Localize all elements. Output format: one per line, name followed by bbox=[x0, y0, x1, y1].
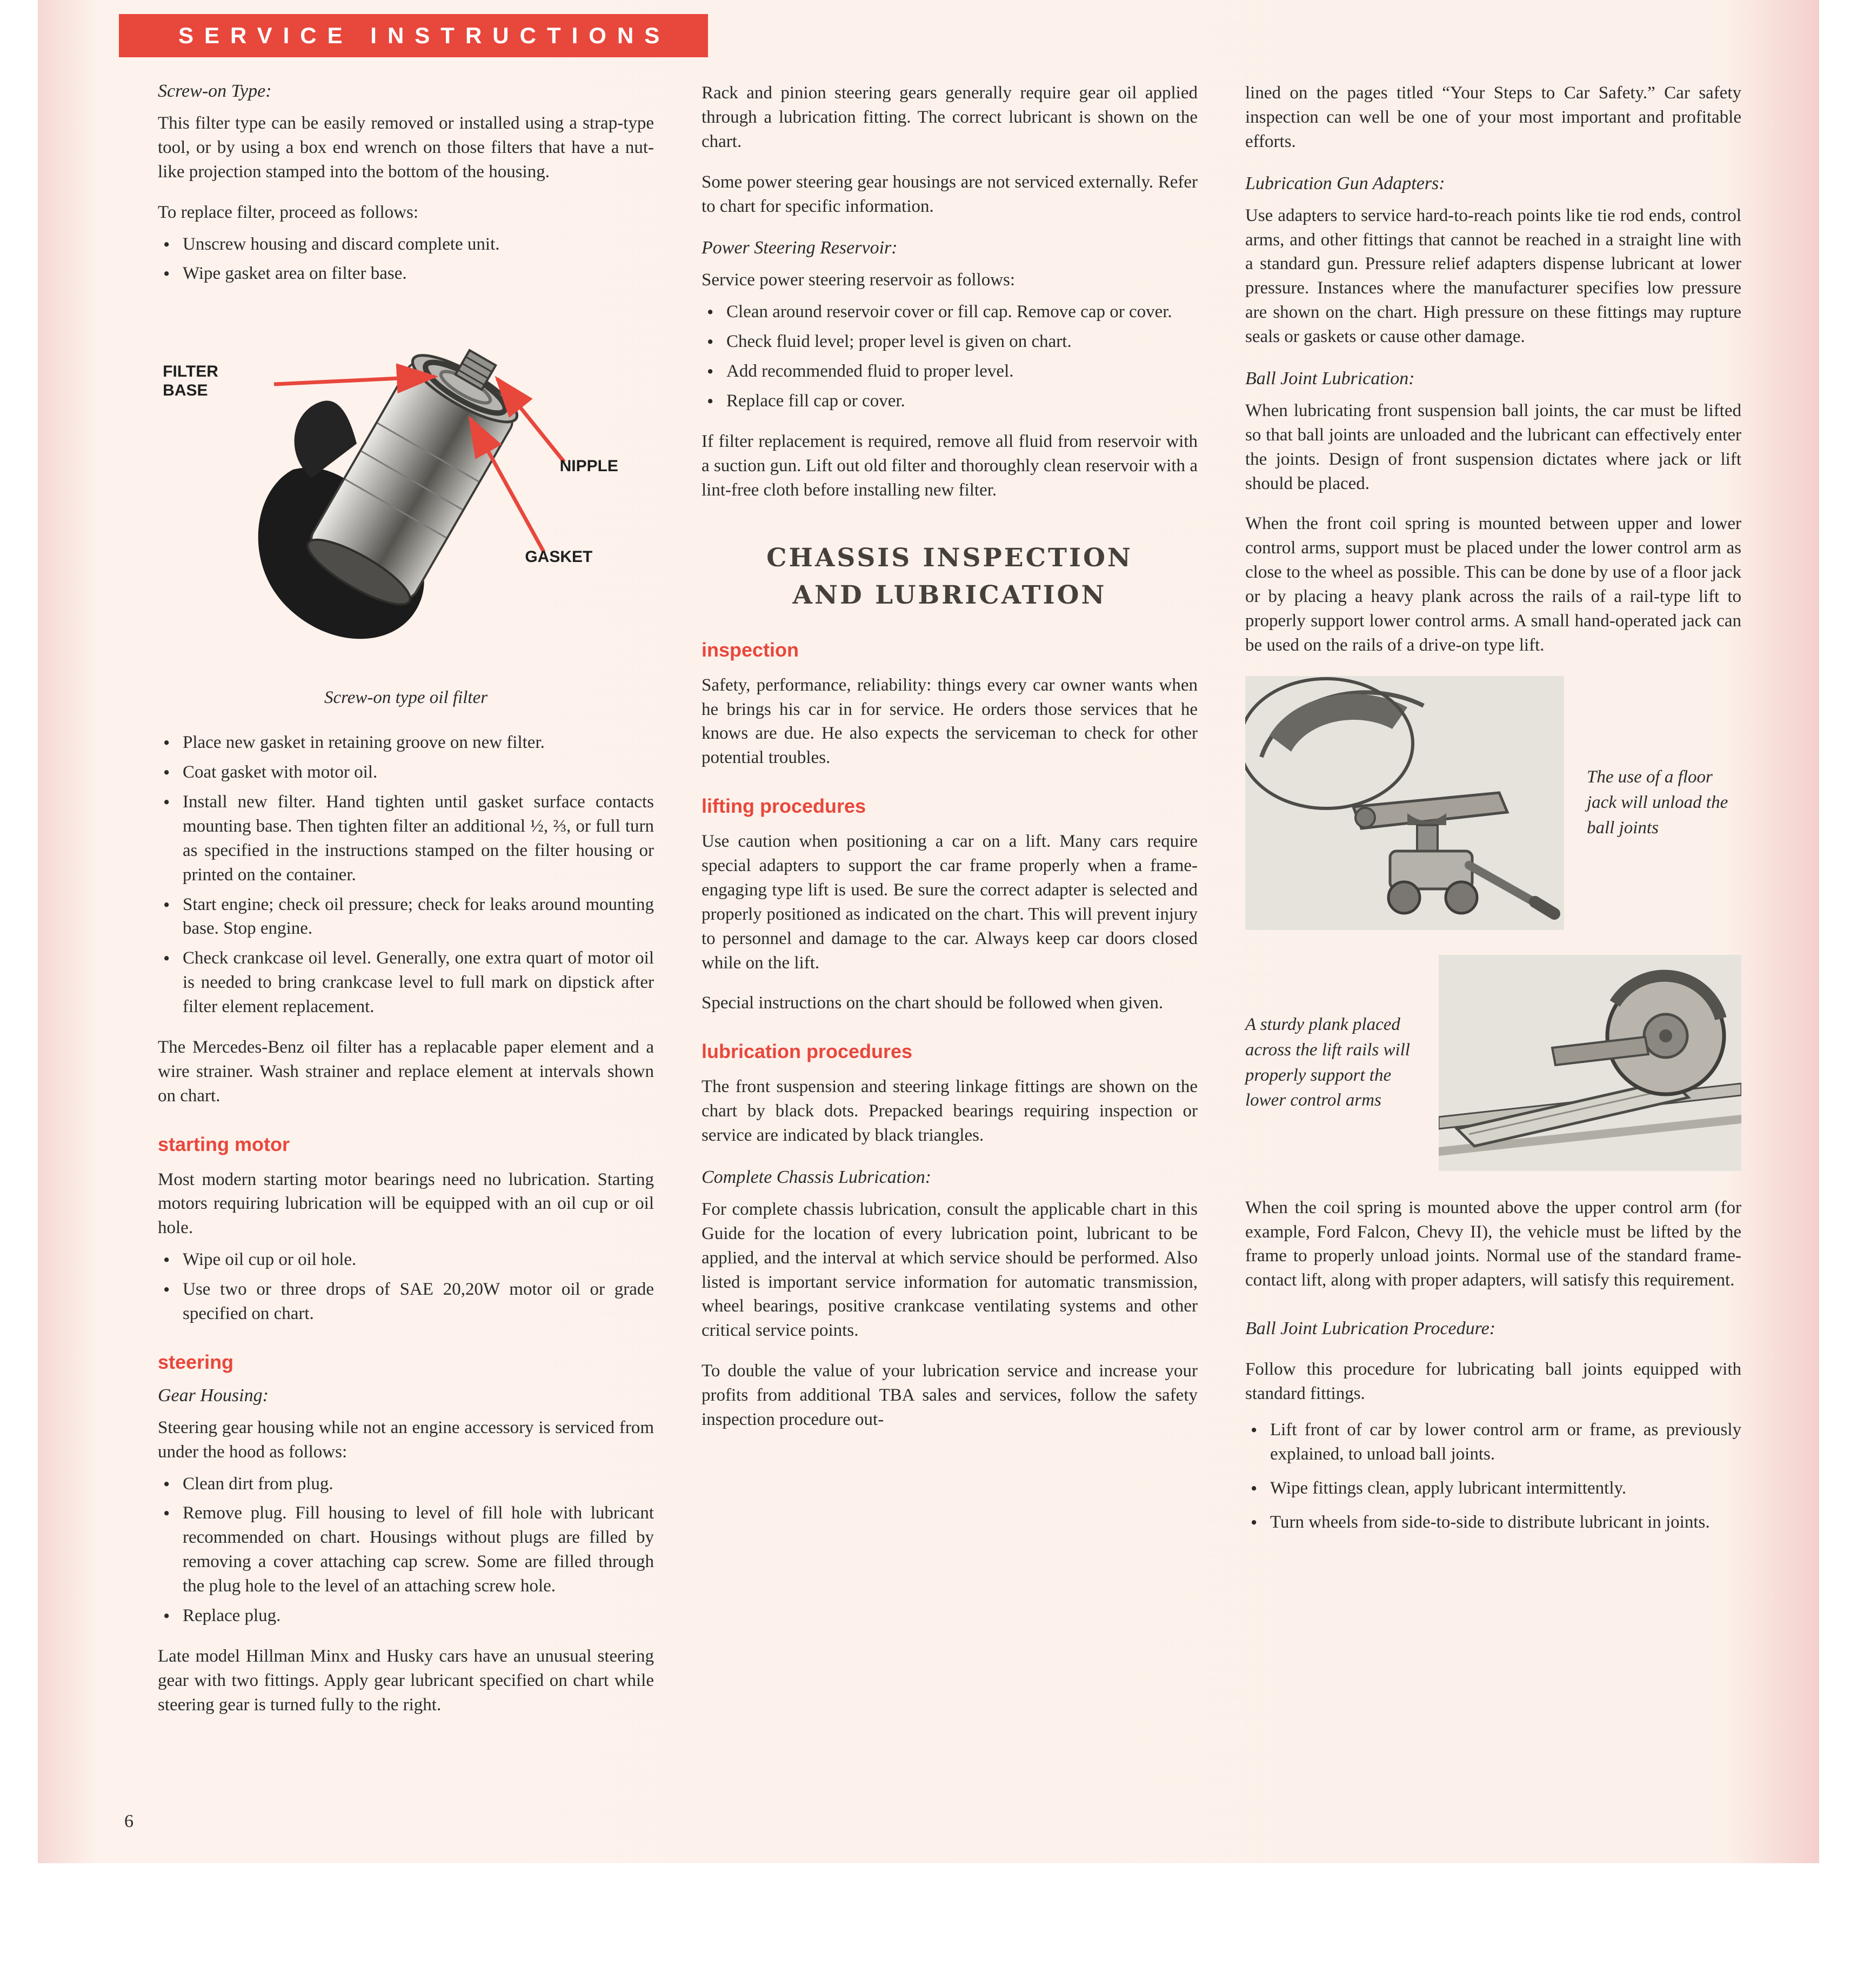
heading-starting-motor: starting motor bbox=[158, 1133, 290, 1155]
bullet-list bbox=[1245, 1418, 1741, 1535]
list-item: • Check crankcase oil level. Generally, one extra quart of motor oil is needed to bring crankcase level to full mark on dipstick after filter element replacement. bbox=[158, 946, 654, 1019]
paragraph: When the coil spring is mounted above the upper control arm (for example, Ford Falcon, Chevy II), the vehicle must be lifted by the frame to properly unload joints. Normal use of the standard frame-contact lift, along with proper adapters, will satisfy this requirement. bbox=[1245, 1197, 1741, 1290]
heading-ball-joint-procedure: Ball Joint Lubrication Procedure: bbox=[1245, 1318, 1496, 1339]
heading-inspection: inspection bbox=[702, 638, 799, 661]
filter-base-label: FILTER BASE bbox=[163, 363, 218, 399]
paragraph: Late model Hillman Minx and Husky cars have an unusual steering gear with two fittings. Apply gear lubricant specified on chart while steering gear is turned fully to the right. bbox=[158, 1646, 654, 1715]
heading-lifting-procedures: lifting procedures bbox=[702, 795, 866, 818]
heading-line: CHASSIS INSPECTION bbox=[766, 543, 1133, 573]
list-item: • Unscrew housing and discard complete unit. bbox=[158, 232, 654, 257]
list-item: • Install new filter. Hand tighten until gasket surface contacts mounting base. Then tighten filter an additional ½, ⅔, or full turn as specified in the instructions stamped on the filter housing or printed on the container. bbox=[158, 790, 654, 887]
paragraph: When the front coil spring is mounted between upper and lower control arms, support must be placed under the lower control arm as close to the wheel as possible. This can be done by use of a floor jack or by placing a heavy plank across the rails of a rail-type lift to properly support lower control arms. A small hand-operated jack can be used on the rails of a drive-on type lift. bbox=[1245, 514, 1741, 655]
list-item: • Turn wheels from side-to-side to distribute lubricant in joints. bbox=[1245, 1510, 1741, 1535]
floor-jack-caption: The use of a floor jack will unload the ball joints bbox=[1587, 767, 1728, 838]
paragraph: If filter replacement is required, remove all fluid from reservoir with a suction gun. Lift out old filter and thoroughly clean reservoir with a lint-free cloth before installing new filter. bbox=[702, 431, 1198, 500]
list-item: • Start engine; check oil pressure; check for leaks around mounting base. Stop engine. bbox=[158, 893, 654, 941]
plank-figure bbox=[1245, 955, 1741, 1171]
paragraph: When lubricating front suspension ball joints, the car must be lifted so that ball joints are unloaded and the lubricant can effectively enter the joints. Design of front suspension dictates where jack or lift should be placed. bbox=[1245, 400, 1741, 493]
heading-screw-on-type: Screw-on Type: bbox=[158, 81, 272, 101]
list-item: • Remove plug. Fill housing to level of fill hole with lubricant recommended on chart. Housings without plugs are filled by removing a cover attaching cap screw. Some are filled through the plug hole to the level of an attaching screw hole. bbox=[158, 1501, 654, 1598]
heading-power-steering-reservoir: Power Steering Reservoir: bbox=[702, 238, 898, 258]
section-banner bbox=[119, 14, 708, 57]
list-item: • Clean around reservoir cover or fill cap. Remove cap or cover. bbox=[702, 300, 1198, 324]
plank-caption: A sturdy plank placed across the lift rails will properly support the lower control arms bbox=[1245, 1014, 1410, 1110]
scanned-page bbox=[38, 0, 1819, 1863]
list-item: • Replace fill cap or cover. bbox=[702, 389, 1198, 413]
list-item: • Clean dirt from plug. bbox=[158, 1472, 654, 1496]
heading-line: AND LUBRICATION bbox=[792, 580, 1107, 610]
paragraph: To replace filter, proceed as follows: bbox=[158, 202, 418, 222]
paragraph: Use adapters to service hard-to-reach points like tie rod ends, control arms, and other fittings that cannot be reached in a straight line with a standard gun. Pressure relief adapters dispense lubricant at lower pressure. Instances where the manufacturer specifies low pressure are shown on the chart. High pressure on these fittings may rupture seals or gaskets or cause other damage. bbox=[1245, 205, 1741, 346]
hand-shadow-upper bbox=[295, 401, 357, 478]
paragraph: Steering gear housing while not an engine accessory is serviced from under the hood as follows: bbox=[158, 1417, 654, 1462]
heading-chassis-inspection bbox=[702, 540, 1198, 613]
list-item: • Wipe oil cup or oil hole. bbox=[158, 1248, 654, 1272]
list-item: • Wipe gasket area on filter base. bbox=[158, 262, 654, 286]
column-3 bbox=[1245, 81, 1741, 1550]
paragraph: Safety, performance, reliability: things every car owner wants when he brings his car in for service. He orders those services that he knows are due. He also expects the serviceman to check for other potential troubles. bbox=[702, 675, 1198, 768]
list-item: • Wipe fittings clean, apply lubricant intermittently. bbox=[1245, 1476, 1741, 1501]
paragraph: Rack and pinion steering gears generally require gear oil applied through a lubrication fitting. The correct lubricant is shown on the chart. bbox=[702, 83, 1198, 151]
paragraph: Service power steering reservoir as follows: bbox=[702, 270, 1016, 290]
column-1 bbox=[158, 81, 654, 1733]
banner-text: SERVICE INSTRUCTIONS bbox=[178, 23, 671, 48]
red-arrow-gasket bbox=[470, 419, 544, 552]
list-item: • Lift front of car by lower control arm or frame, as previously explained, to unload ball joints. bbox=[1245, 1418, 1741, 1467]
paragraph: Use caution when positioning a car on a lift. Many cars require special adapters to support the car frame properly when a frame-engaging type lift is used. Be sure the correct adapter is selected and properly positioned as indicated on the chart. This will prevent injury to personnel and damage to the car. Always keep car doors closed while on the lift. bbox=[702, 832, 1198, 973]
jack-wheel-rear bbox=[1446, 882, 1477, 913]
floor-jack-figure bbox=[1245, 676, 1741, 930]
paragraph: Most modern starting motor bearings need no lubrication. Starting motors requiring lubrication will be equipped with an oil cup or oil hole. bbox=[158, 1169, 654, 1238]
bullet-list bbox=[158, 1248, 654, 1326]
ball-joint bbox=[1355, 808, 1375, 827]
oil-filter-illustration bbox=[158, 302, 654, 680]
heading-complete-chassis-lubrication: Complete Chassis Lubrication: bbox=[702, 1167, 932, 1187]
figure-caption: Screw-on type oil filter bbox=[324, 688, 488, 708]
hub-center bbox=[1659, 1029, 1672, 1042]
floor-jack-image bbox=[1245, 676, 1564, 930]
bullet-list bbox=[158, 1472, 654, 1628]
heading-steering: steering bbox=[158, 1350, 234, 1373]
paragraph: This filter type can be easily removed or installed using a strap-type tool, or by using a box end wrench on those filters that have a nut-like projection stamped into the bottom of the housing. bbox=[158, 113, 654, 182]
column-2 bbox=[702, 81, 1198, 1448]
paragraph: The Mercedes-Benz oil filter has a replacable paper element and a wire strainer. Wash strainer and replace element at intervals shown on chart. bbox=[158, 1037, 654, 1106]
list-item: • Place new gasket in retaining groove on new filter. bbox=[158, 731, 654, 755]
oil-filter-figure bbox=[158, 302, 654, 680]
page-number: 6 bbox=[124, 1811, 133, 1831]
bullet-list bbox=[158, 731, 654, 1019]
jack-piston bbox=[1417, 825, 1438, 852]
jack-wheel-front bbox=[1388, 882, 1420, 913]
list-item: • Replace plug. bbox=[158, 1604, 654, 1628]
nipple-label: NIPPLE bbox=[559, 457, 618, 476]
heading-ball-joint-lubrication: Ball Joint Lubrication: bbox=[1245, 368, 1415, 389]
plank-illustration bbox=[1439, 955, 1741, 1171]
bullet-list bbox=[158, 232, 654, 286]
list-item: • Check fluid level; proper level is given on chart. bbox=[702, 330, 1198, 354]
bullet-list bbox=[702, 300, 1198, 413]
heading-lubrication-gun-adapters: Lubrication Gun Adapters: bbox=[1245, 173, 1445, 193]
plank-image bbox=[1439, 955, 1741, 1171]
gasket-label: GASKET bbox=[525, 548, 593, 566]
three-column-layout bbox=[158, 81, 1741, 1733]
heading-lubrication-procedures: lubrication procedures bbox=[702, 1040, 913, 1063]
paragraph: Follow this procedure for lubricating ball joints equipped with standard fittings. bbox=[1245, 1360, 1741, 1403]
heading-gear-housing: Gear Housing: bbox=[158, 1385, 269, 1405]
paragraph: lined on the pages titled “Your Steps to Car Safety.” Car safety inspection can well be one of your most important and profitable efforts. bbox=[1245, 83, 1741, 151]
paragraph: For complete chassis lubrication, consult the applicable chart in this Guide for the location of every lubrication point, lubricant to be applied, and the interval at which service should be performed. Also listed is important service information for automatic transmission, wheel bearings, positive crankcase ventilating systems and other critical service points. bbox=[702, 1199, 1198, 1341]
list-item: • Add recommended fluid to proper level. bbox=[702, 359, 1198, 384]
list-item: • Use two or three drops of SAE 20,20W motor oil or grade specified on chart. bbox=[158, 1277, 654, 1326]
paragraph: Some power steering gear housings are not serviced externally. Refer to chart for specific information. bbox=[702, 172, 1198, 216]
floor-jack-illustration bbox=[1245, 676, 1564, 930]
paragraph: To double the value of your lubrication service and increase your profits from additional TBA sales and services, follow the safety inspection procedure out- bbox=[702, 1361, 1198, 1429]
list-item: • Coat gasket with motor oil. bbox=[158, 760, 654, 785]
paragraph: Special instructions on the chart should be followed when given. bbox=[702, 993, 1164, 1013]
paragraph: The front suspension and steering linkage fittings are shown on the chart by black dots. Prepacked bearings requiring inspection or service are indicated by black triangles. bbox=[702, 1077, 1198, 1146]
